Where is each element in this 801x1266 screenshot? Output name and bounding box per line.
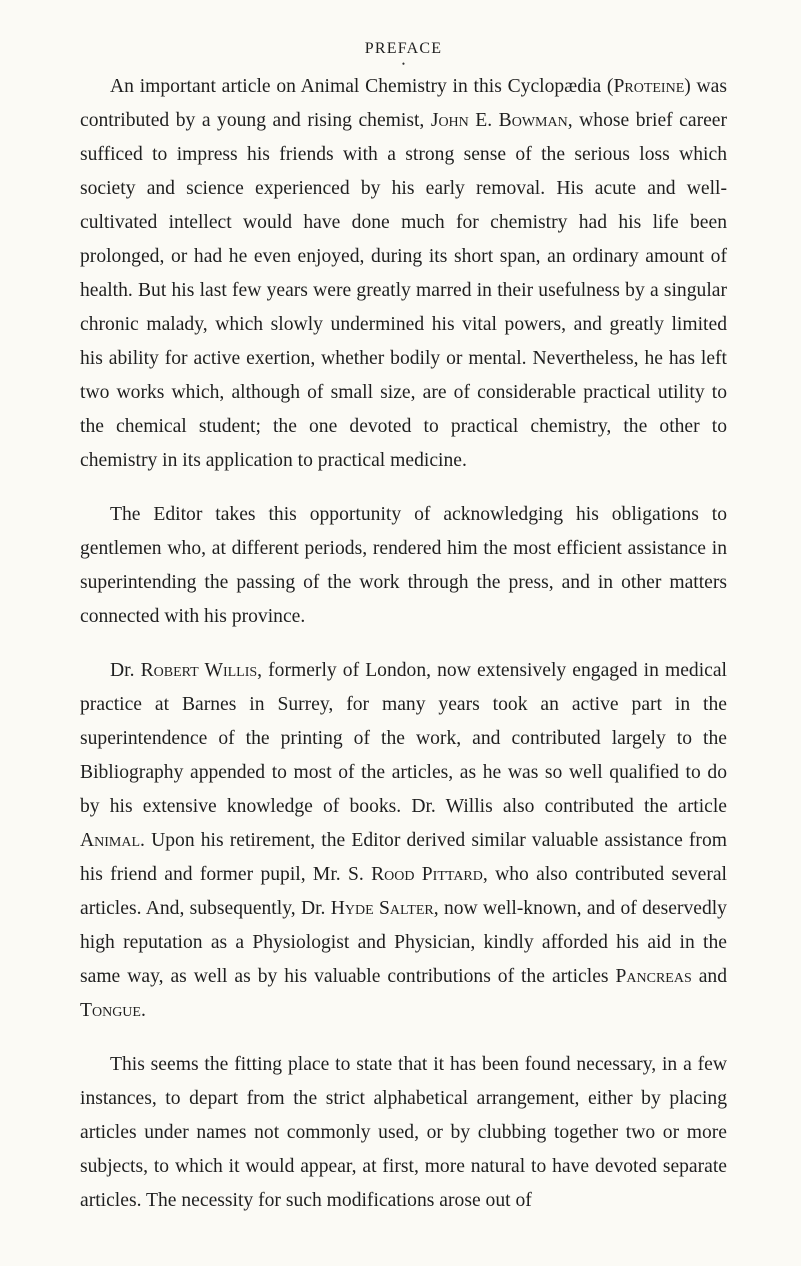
paragraph-1-text-b: ) was contributed by a young and rising chemist, <box>80 76 727 131</box>
paragraph-3-article-pancreas: Pancreas <box>615 966 692 987</box>
paragraph-1-article-proteine: Proteine <box>613 76 685 97</box>
paragraph-3-name-pittard: Rood Pittard <box>371 864 483 885</box>
body-text <box>80 70 727 1218</box>
paragraph-1-text-c: , whose brief career sufficed to impress his friends with a strong sense of the serious loss which society and science experienced by his early removal. His acute and well-cultivated intellect would have done much for chemistry had his life been prolonged, or had he even enjoyed, during its short span, an ordinary amount of health. But his last few years were greatly marred in their usefulness by a singular chronic malady, which slowly undermined his vital powers, and greatly limited his ability for active exertion, whether bodily or mental. Nevertheless, he has left two works which, although of small size, are of considerable practical utility to the chemical student; the one devoted to practical chemistry, the other to chemistry in its application to practical medicine. <box>80 110 728 471</box>
paragraph-3-text-a: Dr. <box>110 660 141 681</box>
paragraph-1 <box>80 70 727 478</box>
paragraph-3-name-willis: Robert Willis <box>140 660 258 681</box>
paragraph-3-text-g: . <box>140 1000 146 1021</box>
running-head: PREFACE <box>364 40 443 57</box>
paragraph-4: This seems the fitting place to state that it has been found necessary, in a few instances, to depart from the strict alphabetical arrangement, either by placing articles under names not commonly used, or by clubbing together two or more subjects, to which it would appear, at first, more natural to have devoted separate articles. The necessity for such modifications arose out of <box>80 1054 727 1211</box>
paragraph-1-name-bowman: John E. Bowman <box>430 110 568 131</box>
ornament-dot: • <box>401 59 406 69</box>
paragraph-3-article-animal: Animal <box>80 830 141 851</box>
paragraph-2: The Editor takes this opportunity of acknowledging his obligations to gentlemen who, at different periods, rendered him the most efficient assistance in superintending the passing of the work through the press, and in other matters connected with his province. <box>80 504 727 627</box>
paragraph-3-article-tongue: Tongue <box>80 1000 141 1021</box>
paragraph-3-name-salter: Hyde Salter <box>330 898 434 919</box>
paragraph-3-text-b: , formerly of London, now extensively engaged in medical practice at Barnes in Surrey, for many years took an active part in the superintendence of the printing of the work, and contributed largely to the Bibliography appended to most of the articles, as he was so well qualified to do by his extensive knowledge of books. Dr. Willis also contributed the article <box>80 660 728 817</box>
paragraph-3-text-f: and <box>691 966 727 987</box>
paragraph-3-text-c: . Upon his retirement, the Editor derived similar valuable assistance from his friend and former pupil, Mr. S. <box>80 830 727 885</box>
paragraph-1-text-a: An important article on Animal Chemistry in this Cyclopædia ( <box>110 76 614 97</box>
paragraph-3 <box>80 654 727 1028</box>
paragraph-3-text-d: , who also contributed several articles. And, subsequently, Dr. <box>80 864 728 919</box>
paragraph-3-text-e: , now well-known, and of deservedly high reputation as a Physiologist and Physician, kindly afforded his aid in the same way, as well as by his valuable contributions of the articles <box>80 898 727 987</box>
